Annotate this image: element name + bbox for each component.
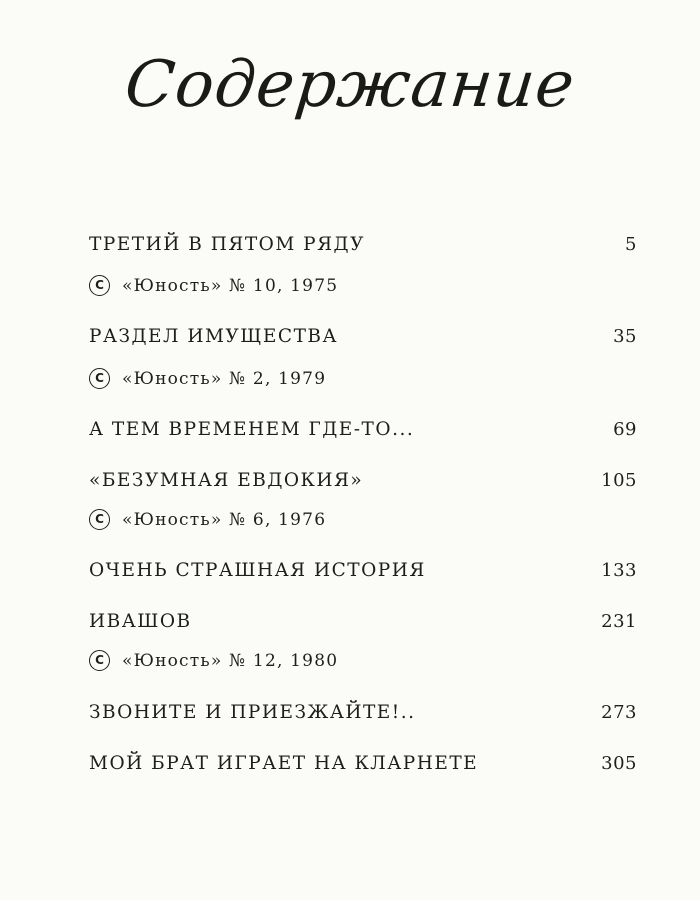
toc-entry-title: «БЕЗУМНАЯ ЕВДОКИЯ» (89, 470, 364, 491)
toc-entry (89, 560, 637, 581)
copyright-icon: С (89, 650, 110, 671)
toc-entry-page: 133 (601, 560, 637, 581)
source-text: «Юность» № 6, 1976 (122, 509, 327, 530)
toc-entry (89, 234, 637, 255)
source-text: «Юность» № 2, 1979 (122, 368, 327, 389)
toc-entry-source (89, 650, 338, 671)
toc-entry-source (89, 275, 338, 296)
source-text: «Юность» № 10, 1975 (122, 275, 339, 296)
toc-entry (89, 326, 637, 347)
source-text: «Юность» № 12, 1980 (122, 650, 339, 671)
toc-entry-title: ИВАШОВ (89, 611, 192, 632)
copyright-icon: С (89, 275, 110, 296)
toc-entry-title: ТРЕТИЙ В ПЯТОМ РЯДУ (89, 234, 365, 255)
toc-entry-title: РАЗДЕЛ ИМУЩЕСТВА (89, 326, 339, 347)
toc-entry (89, 611, 637, 632)
toc-entry-page: 273 (601, 702, 637, 723)
toc-entry-title: А ТЕМ ВРЕМЕНЕМ ГДЕ-ТО... (89, 419, 415, 440)
toc-entry-page: 5 (625, 234, 637, 255)
toc-entry-title: ЗВОНИТЕ И ПРИЕЗЖАЙТЕ!.. (89, 702, 416, 723)
page-title: Содержание (121, 48, 579, 122)
toc-entry-title: МОЙ БРАТ ИГРАЕТ НА КЛАРНЕТЕ (89, 753, 479, 774)
toc-entry-page: 69 (613, 419, 637, 440)
toc-entry-source (89, 509, 326, 530)
copyright-icon: С (89, 509, 110, 530)
toc-entry-page: 105 (601, 470, 637, 491)
toc-entry (89, 419, 637, 440)
toc-entry-page: 305 (601, 753, 637, 774)
toc-entry-page: 35 (613, 326, 637, 347)
toc-entry-title: ОЧЕНЬ СТРАШНАЯ ИСТОРИЯ (89, 560, 426, 581)
toc-entry-source (89, 368, 326, 389)
toc-entry (89, 753, 637, 774)
copyright-icon: С (89, 368, 110, 389)
toc-entry (89, 702, 637, 723)
toc-entry-page: 231 (601, 611, 637, 632)
toc-entry (89, 470, 637, 491)
